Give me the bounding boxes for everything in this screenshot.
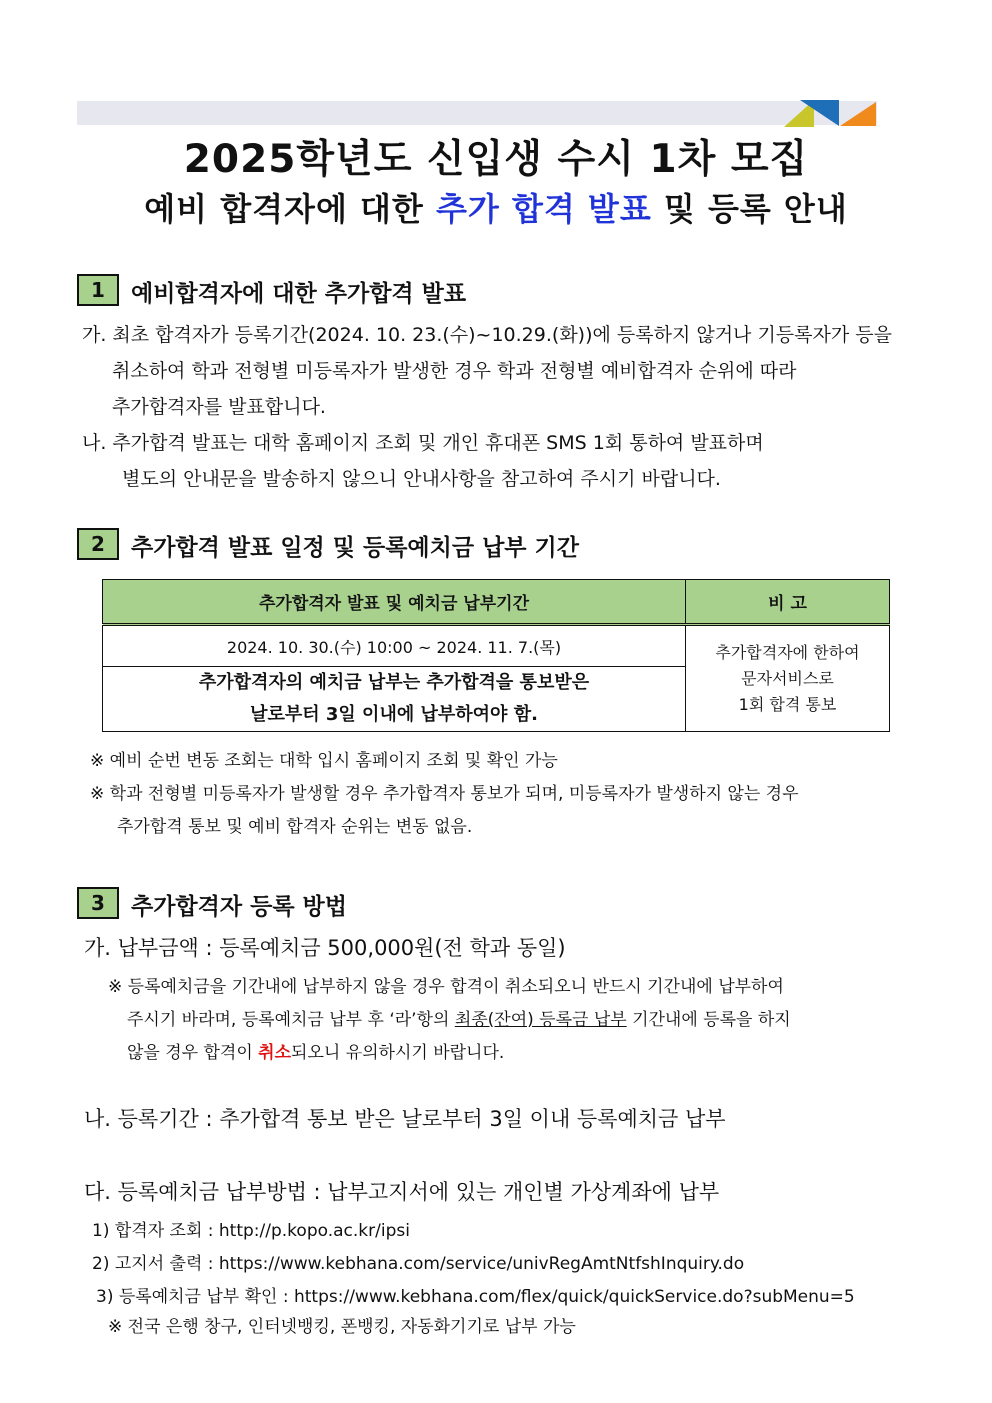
header-bar	[77, 101, 877, 125]
s2-note2-line2: 추가합격 통보 및 예비 합격자 순위는 변동 없음.	[117, 817, 473, 837]
subtitle-highlight: 추가 합격 발표	[435, 190, 652, 228]
s3-ga-note-line2: 주시기 바라며, 등록예치금 납부 후 ‘라’항의 최종(잔여) 등록금 납부 기간내에 등록을 하지	[127, 1010, 791, 1030]
page-title: 2025학년도 신입생 수시 1차 모집	[183, 137, 809, 182]
s3-ga-note-line1: ※ 등록예치금을 기간내에 납부하지 않을 경우 합격이 취소되오니 반드시 기간내에 납부하여	[108, 977, 784, 997]
s3-da: 다. 등록예치금 납부방법 : 납부고지서에 있는 개인별 가상계좌에 납부	[84, 1180, 720, 1204]
table-cell-period: 2024. 10. 30.(수) 10:00 ~ 2024. 11. 7.(목)	[103, 625, 686, 667]
s3-item-note: ※ 전국 은행 창구, 인터넷뱅킹, 폰뱅킹, 자동화기기로 납부 가능	[108, 1317, 576, 1337]
logo-shapes-icon	[784, 100, 878, 127]
s1-na-line2: 별도의 안내문을 발송하지 않으니 안내사항을 참고하여 주시기 바랍니다.	[122, 468, 721, 490]
table-header-remark: 비 고	[686, 580, 890, 625]
section-1-number: 1	[77, 274, 119, 306]
s3-ga-note-line3: 않을 경우 합격이 취소되오니 유의하시기 바랍니다.	[127, 1043, 505, 1063]
table-cell-remark: 추가합격자에 한하여 문자서비스로 1회 합격 통보	[686, 625, 890, 732]
table-cell-deadline: 추가합격자의 예치금 납부는 추가합격을 통보받은 날로부터 3일 이내에 납부하여야 함.	[103, 667, 686, 732]
s3-item3: 3) 등록예치금 납부 확인 : https://www.kebhana.com/flex/quick/quickService.do?subMenu=5	[96, 1287, 855, 1307]
s1-ga-line3: 추가합격자를 발표합니다.	[112, 396, 326, 418]
s1-ga-line1: 가. 최초 합격자가 등록기간(2024. 10. 23.(수)~10.29.(화))에 등록하지 않거나 기등록자가 등을	[82, 324, 892, 346]
schedule-table	[102, 579, 890, 732]
s3-na: 나. 등록기간 : 추가합격 통보 받은 날로부터 3일 이내 등록예치금 납부	[84, 1107, 726, 1131]
s3-item1: 1) 합격자 조회 : http://p.kopo.ac.kr/ipsi	[92, 1221, 410, 1241]
section-2-title: 추가합격 발표 일정 및 등록예치금 납부 기간	[131, 535, 579, 561]
final-tuition-underline: 최종(잔여) 등록금 납부	[454, 1010, 627, 1030]
s2-note1: ※ 예비 순번 변동 조회는 대학 입시 홈페이지 조회 및 확인 가능	[90, 751, 558, 771]
section-3-number: 3	[77, 887, 119, 919]
s1-na-line1: 나. 추가합격 발표는 대학 홈페이지 조회 및 개인 휴대폰 SMS 1회 통하여 발표하며	[82, 432, 764, 454]
cancel-emphasis: 취소	[258, 1043, 292, 1063]
s3-ga: 가. 납부금액 : 등록예치금 500,000원(전 학과 동일)	[84, 936, 566, 960]
section-1-title: 예비합격자에 대한 추가합격 발표	[131, 281, 467, 307]
section-2-number: 2	[77, 528, 119, 560]
s1-ga-line2: 취소하여 학과 전형별 미등록자가 발생한 경우 학과 전형별 예비합격자 순위에 따라	[112, 360, 797, 382]
section-3-title: 추가합격자 등록 방법	[131, 894, 347, 920]
page-subtitle: 예비 합격자에 대한 추가 합격 발표 및 등록 안내	[144, 190, 848, 228]
s2-note2-line1: ※ 학과 전형별 미등록자가 발생할 경우 추가합격자 통보가 되며, 미등록자가 발생하지 않는 경우	[90, 784, 799, 804]
s3-item2: 2) 고지서 출력 : https://www.kebhana.com/service/univRegAmtNtfshInquiry.do	[92, 1254, 745, 1274]
table-header-period: 추가합격자 발표 및 예치금 납부기간	[103, 580, 686, 625]
